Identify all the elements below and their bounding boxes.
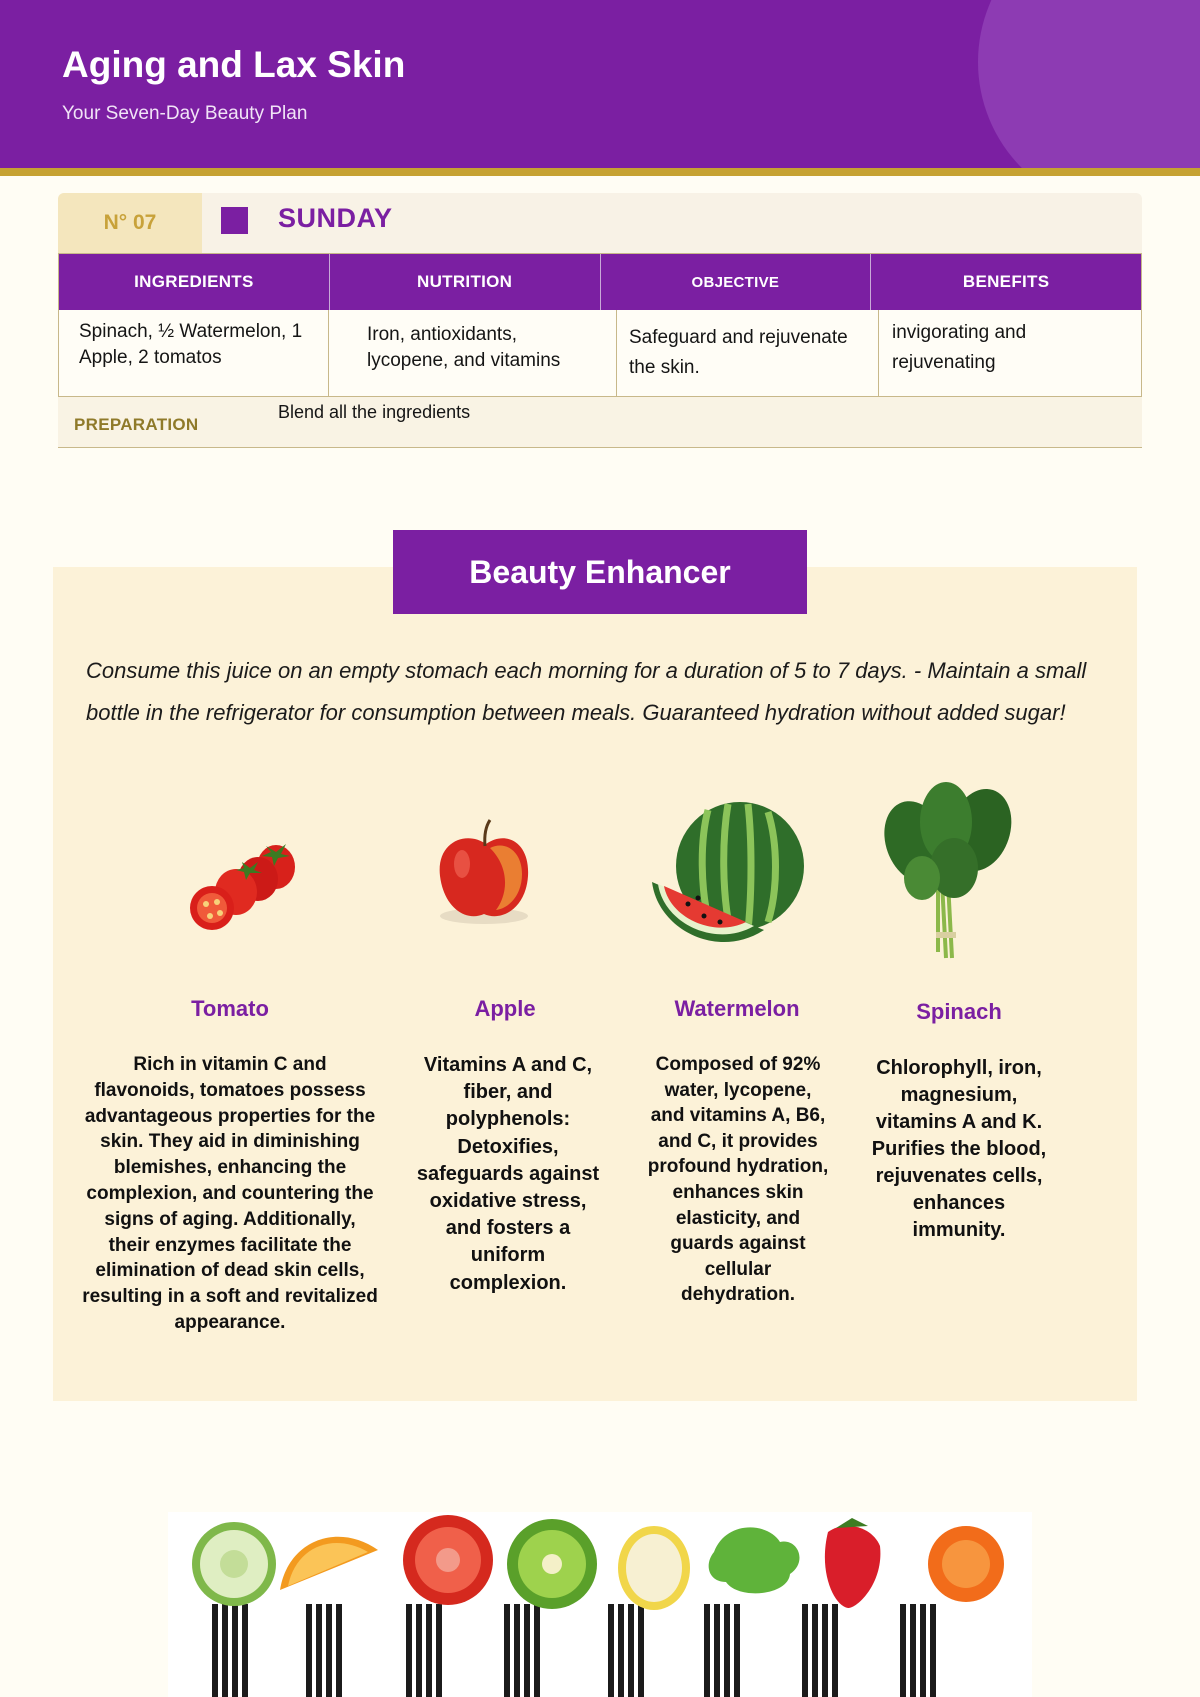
cell-objective: Safeguard and rejuvenate the skin. [617,310,879,396]
fruit-desc-tomato: Rich in vitamin C and flavonoids, tomatoes possess advantageous properties for the skin. They aid in diminishing blemishes, enhancing the complexion, and countering the signs of aging. Additionally, their enzymes facilitate the elimination of dead skin cells, resulting in a soft and revitalized appearance. [82,1054,378,1333]
tomato-image [186,832,296,936]
fruit-desc-watermelon: Composed of 92% water, lycopene, and vitamins A, B6, and C, it provides profound hydration, enhances skin elasticity, and guards against cellular dehydration. [647,1054,829,1306]
header-ingredients: INGREDIENTS [59,254,330,310]
enhancer-intro: Consume this juice on an empty stomach each morning for a duration of 5 to 7 days. - Maintain a small bottle in the refrigerator for consumption between meals. Guaranteed hydration without added sugar! [86,658,1087,725]
preparation-text: Blend all the ingredients [278,402,471,422]
fruit-desc-apple: Vitamins A and C, fiber, and polyphenols: Detoxifies, safeguards against oxidative stress, and fosters a uniform complexion. [416,1054,600,1294]
cell-benefits: invigorating and rejuvenating [892,322,1027,373]
cell-nutrition: Iron, antioxidants, lycopene, and vitamins [329,310,617,396]
beauty-enhancer-title: Beauty Enhancer [393,530,807,614]
preparation-row [58,396,1142,448]
table-header-row [59,254,1141,310]
apple-image [426,818,546,930]
header-benefits: BENEFITS [962,272,1050,291]
cell-ingredients: Spinach, ½ Watermelon, 1 Apple, 2 tomatos [59,310,329,396]
day-number: N° 07 [58,193,202,253]
fruit-name-apple: Apple [474,996,536,1021]
day-square-marker [221,207,248,234]
page-subtitle: Your Seven-Day Beauty Plan [62,103,308,124]
page-title: Aging and Lax Skin [62,44,406,85]
fruits-on-forks-image [168,1512,1032,1697]
fruit-name-tomato: Tomato [191,996,269,1021]
spinach-image [882,782,1016,960]
fruit-name-spinach: Spinach [916,999,1002,1024]
table-row [59,310,1141,396]
preparation-label: PREPARATION [74,415,199,434]
recipe-table [58,253,1142,396]
watermelon-image [648,800,808,954]
header-nutrition: NUTRITION [330,254,601,310]
decorative-circle [978,0,1200,168]
header-objective: OBJECTIVE [601,254,872,310]
day-name: SUNDAY [278,203,393,233]
fruit-name-watermelon: Watermelon [674,996,800,1021]
fruit-desc-spinach: Chlorophyll, iron, magnesium, vitamins A and K. Purifies the blood, rejuvenates cells, enhances immunity. [871,1057,1047,1241]
header-gold-stripe [0,168,1200,176]
